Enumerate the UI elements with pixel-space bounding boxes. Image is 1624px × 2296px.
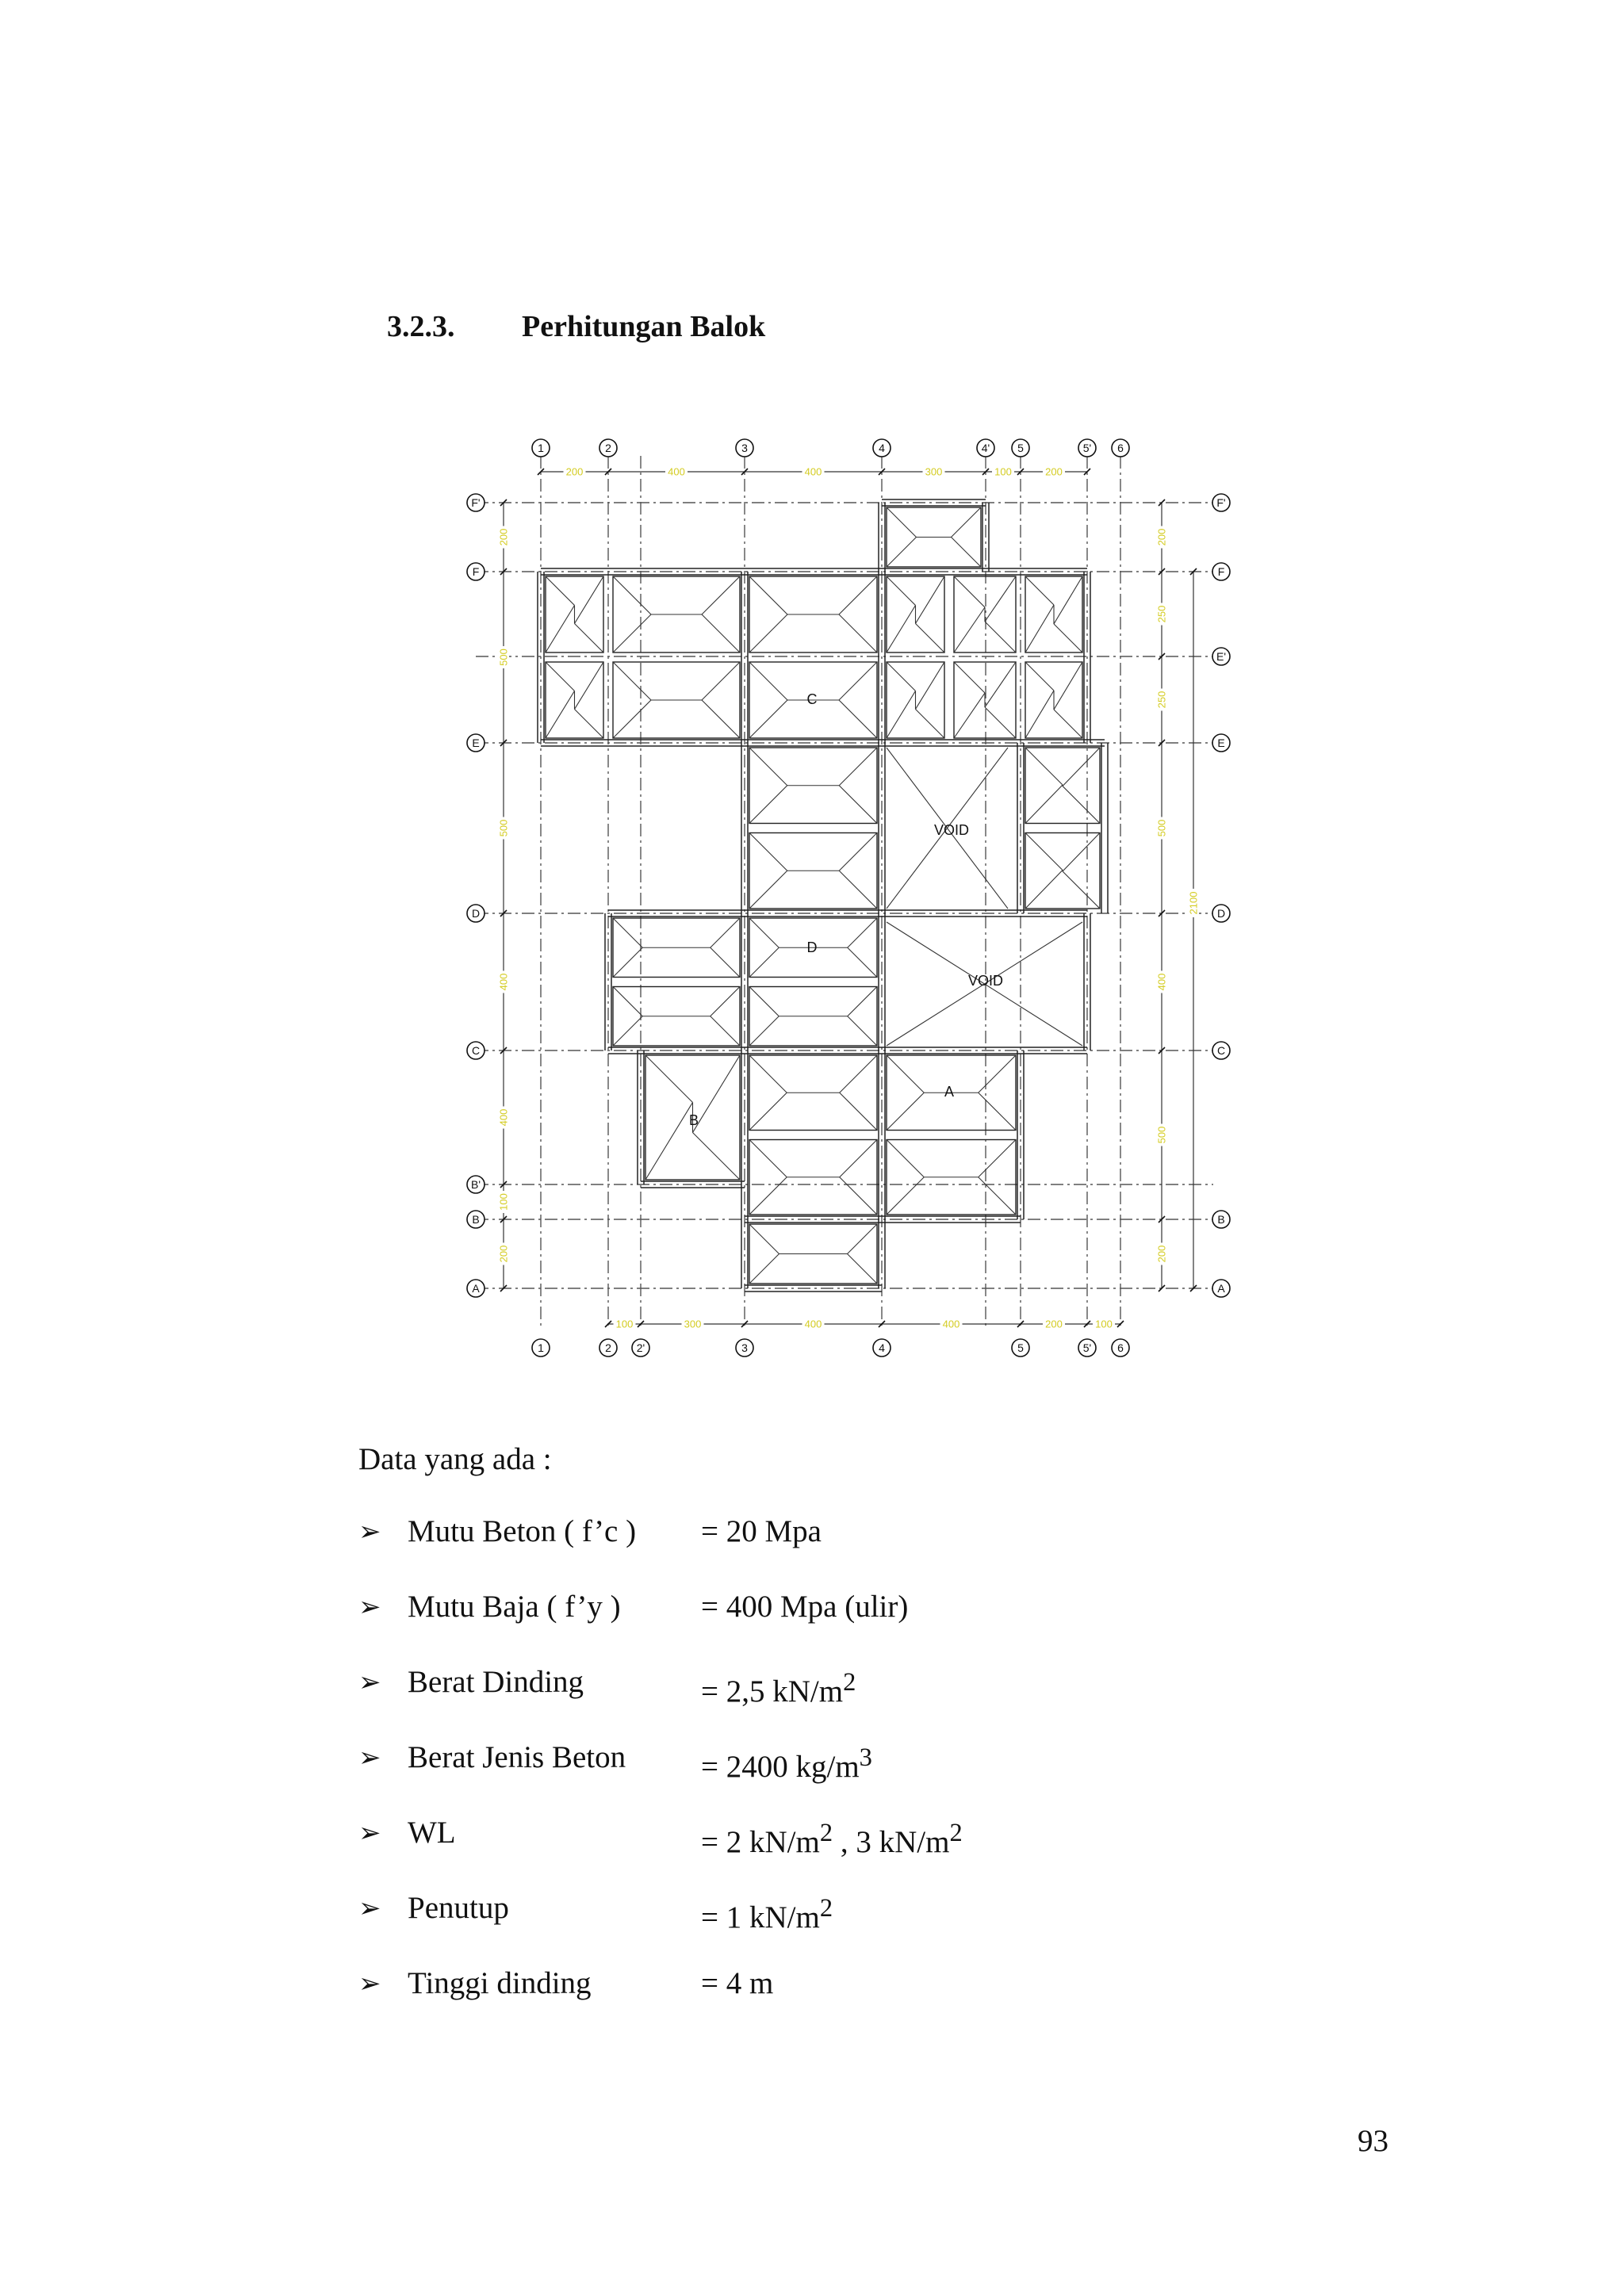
total-dim-label: 2100 [1187, 891, 1200, 915]
yield-line [749, 1224, 779, 1254]
dim-label: 400 [942, 1318, 960, 1330]
dim-label: 250 [1155, 691, 1168, 709]
yield-line [702, 576, 740, 614]
yield-line [702, 614, 740, 652]
yield-line [848, 1224, 878, 1254]
yield-line [839, 833, 877, 871]
section-heading [387, 309, 765, 344]
axis-label: F' [1216, 496, 1226, 509]
dim-label: 100 [994, 465, 1012, 478]
yield-line [749, 1016, 779, 1046]
data-item-value: = 20 Mpa [701, 1514, 822, 1548]
dim-label: 200 [1155, 528, 1168, 546]
dim-label: 500 [497, 819, 510, 837]
data-item-value: = 1 $kN/m^2$ [701, 1894, 833, 1934]
data-item-value: = 2,5 $kN/m^2$ [701, 1668, 856, 1709]
yield-line [848, 947, 877, 977]
yield-line [749, 1093, 787, 1130]
yield-line [954, 662, 985, 693]
data-item-value: = 400 Mpa (ulir) [701, 1590, 909, 1624]
yield-line [749, 1254, 779, 1284]
dim-label: 500 [1155, 819, 1168, 837]
data-item-label: Tinggi dinding [408, 1966, 592, 2000]
yield-line [749, 1177, 787, 1215]
yield-line [848, 918, 877, 947]
axis-label: E [472, 737, 480, 749]
yield-line [702, 700, 740, 738]
axis-label: D [471, 907, 481, 920]
yield-line [710, 947, 740, 977]
dim-label: 500 [1155, 1126, 1168, 1144]
yield-line [749, 786, 787, 824]
axis-label: E' [1216, 650, 1227, 663]
arrowhead-bullet-icon: ➢ [358, 1968, 381, 1999]
dim-label: 200 [1045, 1318, 1063, 1330]
yield-line [749, 871, 787, 909]
data-item-label: Mutu Baja ( f’y ) [408, 1590, 621, 1624]
yield-line [1025, 833, 1063, 871]
yield-line [749, 833, 787, 871]
dim-label: 200 [497, 528, 510, 546]
axis-label: F [1217, 565, 1225, 578]
yield-line [979, 1177, 1016, 1215]
dim-label: 250 [1155, 605, 1168, 623]
yield-line [839, 576, 877, 614]
yield-line [613, 614, 651, 652]
yield-line [702, 662, 740, 700]
data-item-label: Penutup [408, 1891, 509, 1925]
yield-line [887, 606, 916, 653]
arrowhead-bullet-icon: ➢ [358, 1516, 381, 1548]
room-label-c: C [806, 691, 818, 707]
dim-label: 400 [804, 1318, 822, 1330]
yield-line [840, 1093, 877, 1130]
yield-line [979, 1140, 1016, 1177]
yield-line [749, 918, 779, 947]
dim-label: 400 [497, 973, 510, 991]
axis-label: 3 [741, 1341, 748, 1354]
dim-label: 100 [1095, 1318, 1113, 1330]
yield-line [1025, 785, 1063, 824]
yield-line [848, 1254, 878, 1284]
dim-label: 400 [804, 465, 822, 478]
yield-line [613, 947, 642, 977]
yield-line [848, 987, 877, 1016]
yield-line [887, 1093, 924, 1130]
yield-line [749, 987, 779, 1016]
yield-line [916, 576, 945, 624]
yield-line [546, 662, 575, 691]
yield-line [575, 662, 604, 710]
void-label: VOID [967, 973, 1004, 989]
yield-line [954, 576, 985, 607]
axis-label: 4 [879, 442, 885, 454]
yield-line [952, 507, 982, 538]
yield-line [839, 871, 877, 909]
axis-label: 4 [879, 1341, 885, 1354]
room-label-b: B [688, 1112, 699, 1128]
yield-line [710, 987, 740, 1016]
axis-label: A [1217, 1282, 1225, 1295]
section-number: 3.2.3. [387, 310, 455, 343]
yield-line [613, 1016, 642, 1046]
yield-line [749, 700, 787, 738]
yield-line [979, 1093, 1016, 1130]
yield-line [546, 576, 575, 606]
axis-label: B' [470, 1178, 481, 1191]
data-item-label: Berat Jenis Beton [408, 1740, 626, 1774]
yield-line [840, 1140, 877, 1177]
axis-label: 2 [605, 442, 611, 454]
yield-line [613, 700, 651, 738]
yield-line [985, 707, 1016, 738]
yield-line [1025, 576, 1054, 605]
yield-line [916, 662, 945, 710]
yield-line [839, 700, 877, 738]
data-intro: Data yang ada : [358, 1442, 552, 1476]
yield-line [954, 693, 985, 738]
yield-line [710, 1016, 740, 1046]
yield-line [1025, 748, 1063, 785]
yield-line [839, 662, 877, 700]
yield-line [1054, 576, 1082, 624]
dim-label: 400 [668, 465, 685, 478]
yield-line [749, 1055, 787, 1093]
yield-line [613, 576, 651, 614]
section-title: Perhitungan Balok [522, 310, 766, 343]
yield-line [546, 691, 575, 739]
yield-line [613, 662, 651, 700]
yield-line [710, 918, 740, 947]
axis-label: 2 [605, 1341, 611, 1354]
axis-label: C [1216, 1044, 1226, 1057]
dim-label: 400 [1155, 973, 1168, 991]
yield-line [749, 947, 779, 977]
yield-line [1063, 786, 1100, 824]
dim-label: 300 [684, 1318, 702, 1330]
slab-panel-group [546, 507, 1100, 1284]
yield-line [839, 786, 877, 824]
yield-line [916, 624, 945, 653]
axis-label: 1 [538, 1341, 544, 1354]
data-item-label: Mutu Beton ( f’c ) [408, 1514, 637, 1548]
void-label: VOID [933, 822, 970, 838]
yield-line [693, 1055, 741, 1133]
data-item-value: = 4 m [701, 1966, 774, 2000]
axis-label: F [472, 565, 480, 578]
yield-line [1063, 833, 1100, 872]
yield-line [985, 622, 1016, 652]
arrowhead-bullet-icon: ➢ [358, 1667, 381, 1698]
beam-group [538, 499, 1108, 1292]
room-label-d: D [806, 939, 818, 955]
yield-line [749, 748, 787, 786]
dim-label: 400 [497, 1108, 510, 1127]
yield-line [749, 662, 787, 700]
page-number: 93 [1358, 2124, 1388, 2158]
data-item-label: Berat Dinding [408, 1665, 584, 1699]
dim-label: 500 [497, 649, 510, 666]
yield-line [1025, 662, 1054, 691]
yield-line [575, 710, 604, 739]
yield-line [1025, 871, 1063, 909]
yield-line [979, 1055, 1016, 1093]
yield-line [887, 1140, 924, 1177]
axis-label: B [1217, 1213, 1225, 1226]
axis-label: 5 [1017, 1341, 1024, 1354]
yield-line [1063, 871, 1100, 909]
yield-line [1054, 624, 1082, 652]
axis-label: D [1216, 907, 1226, 920]
arrowhead-bullet-icon: ➢ [358, 1591, 381, 1623]
data-item-label: WL [408, 1816, 456, 1850]
yield-line [1054, 710, 1082, 738]
axis-label: C [471, 1044, 481, 1057]
dim-label: 100 [497, 1193, 510, 1211]
yield-line [887, 1055, 924, 1093]
axis-label: 6 [1117, 442, 1124, 454]
yield-line [645, 1103, 693, 1181]
floor-plan-svg [452, 432, 1245, 1364]
yield-line [887, 538, 917, 568]
yield-line [613, 987, 642, 1016]
dim-label: 200 [565, 465, 584, 478]
yield-line [1025, 691, 1054, 738]
axis-label: 5' [1082, 442, 1092, 454]
axis-label: 2' [636, 1341, 645, 1354]
yield-line [575, 576, 604, 624]
arrowhead-bullet-icon: ➢ [358, 1817, 381, 1849]
yield-line [839, 614, 877, 652]
yield-line [840, 1177, 877, 1215]
axis-label: A [472, 1282, 480, 1295]
axis-label: 5 [1017, 442, 1024, 454]
room-label-a: A [944, 1084, 955, 1100]
yield-line [916, 710, 945, 739]
floor-plan-drawing [452, 432, 1245, 1364]
yield-line [1063, 748, 1100, 786]
dim-label: 200 [1155, 1245, 1168, 1263]
yield-line [575, 624, 604, 653]
arrowhead-bullet-icon: ➢ [358, 1742, 381, 1774]
yield-line [840, 1055, 877, 1093]
yield-line [546, 606, 575, 653]
yield-line [887, 691, 916, 739]
dim-label: 100 [615, 1318, 634, 1330]
yield-line [1054, 662, 1082, 710]
yield-line [749, 576, 787, 614]
yield-line [887, 507, 917, 538]
axis-label: 4' [981, 442, 990, 454]
yield-line [985, 576, 1016, 622]
yield-line [954, 607, 985, 652]
axis-label: 1 [538, 442, 544, 454]
yield-line [1025, 605, 1054, 652]
axis-label: F' [471, 496, 481, 509]
yield-line [952, 538, 982, 568]
yield-line [693, 1133, 741, 1181]
dim-label: 300 [925, 465, 943, 478]
yield-line [749, 614, 787, 652]
yield-line [839, 748, 877, 786]
dim-label: 200 [1045, 465, 1063, 478]
axis-label: 6 [1117, 1341, 1124, 1354]
yield-line [887, 662, 916, 691]
yield-line [985, 662, 1016, 707]
dim-label: 200 [497, 1245, 510, 1263]
yield-line [645, 1055, 693, 1103]
data-item-value: = 2400 $kg/m^3$ [701, 1743, 872, 1784]
arrowhead-bullet-icon: ➢ [358, 1892, 381, 1924]
yield-line [613, 918, 642, 947]
yield-line [749, 1140, 787, 1177]
axis-label: B [472, 1213, 480, 1226]
yield-line [887, 1177, 924, 1215]
data-item-value: = 2 $kN/m^2$ , 3 $kN/m^2$ [701, 1819, 963, 1859]
axis-label: 5' [1082, 1341, 1092, 1354]
axis-label: E [1217, 737, 1225, 749]
yield-line [848, 1016, 877, 1046]
axis-label: 3 [741, 442, 748, 454]
yield-line [887, 576, 916, 606]
